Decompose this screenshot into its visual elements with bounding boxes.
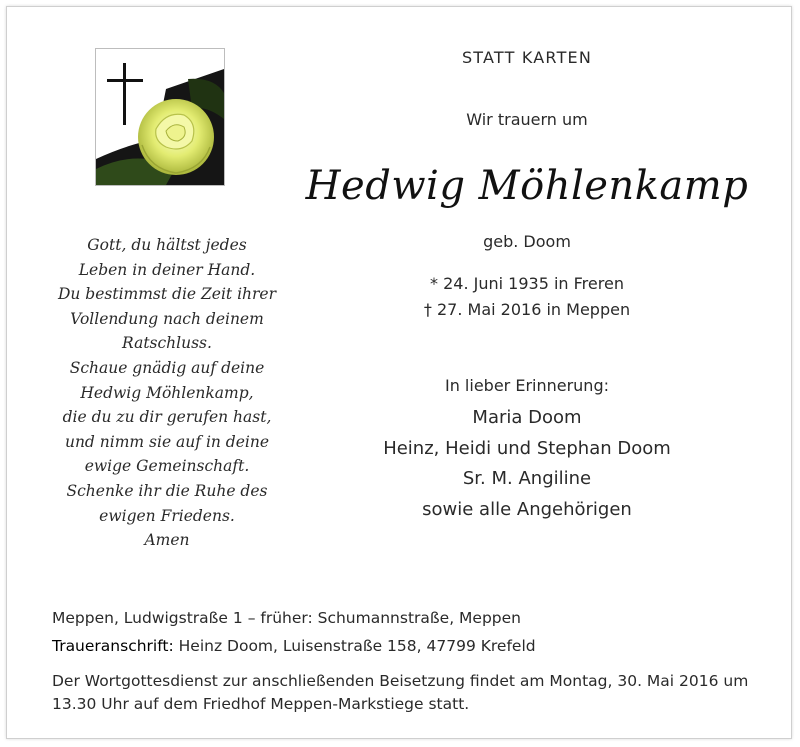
poem-line: Leben in deiner Hand. [78,260,256,279]
service-info: Der Wortgottesdienst zur anschließenden Beisetzung findet am Montag, 30. Mai 2016 um 13.30 Uhr auf dem Friedhof Meppen-Markstiege statt. [52,672,749,713]
birth-date: * 24. Juni 1935 in Freren [430,274,624,293]
residence-address: Meppen, Ludwigstraße 1 – früher: Schumannstraße, Meppen [52,609,522,627]
poem-line: Amen [144,531,190,550]
poem-line: Hedwig Möhlenkamp, [80,383,254,402]
poem-line: Gott, du hältst jedes [87,236,247,254]
intro-text: Wir trauern um [466,110,588,129]
mourning-address: Heinz Doom, Luisenstraße 158, 47799 Krefeld [178,637,536,655]
poem-line: Schenke ihr die Ruhe des [66,481,268,500]
poem-line: ewigen Friedens. [99,506,235,525]
poem-line: die du zu dir gerufen hast, [62,408,272,427]
mourning-address-label: Traueranschrift: [52,637,174,655]
poem-line: Du bestimmst die Zeit ihrer [57,285,277,304]
mourner-name: Heinz, Heidi und Stephan Doom [383,437,671,459]
poem-line: Ratschluss. [122,334,212,353]
rose-icon [96,49,224,185]
rose-cross-image [95,48,225,186]
address-block [52,604,772,660]
mourning-address-line [52,632,772,660]
deceased-name: Hedwig Möhlenkamp [305,163,749,209]
death-date: † 27. Mai 2016 in Meppen [423,300,631,319]
birth-name: geb. Doom [483,232,571,251]
poem-line: ewige Gemeinschaft. [84,457,250,476]
header-statt-karten: STATT KARTEN [461,48,593,67]
poem-line: Vollendung nach deinem [70,309,264,328]
obituary-card [6,6,792,739]
life-dates [387,271,667,323]
poem [51,233,283,553]
memory-label: In lieber Erinnerung: [444,376,609,395]
mourner-name: Maria Doom [472,407,582,428]
mourner-name: Sr. M. Angiline [462,468,592,489]
poem-line: Schaue gnädig auf deine [69,358,265,377]
mourners-list [347,403,707,525]
poem-line: und nimm sie auf in deine [64,432,270,451]
mourner-name: sowie alle Angehörigen [422,498,632,520]
